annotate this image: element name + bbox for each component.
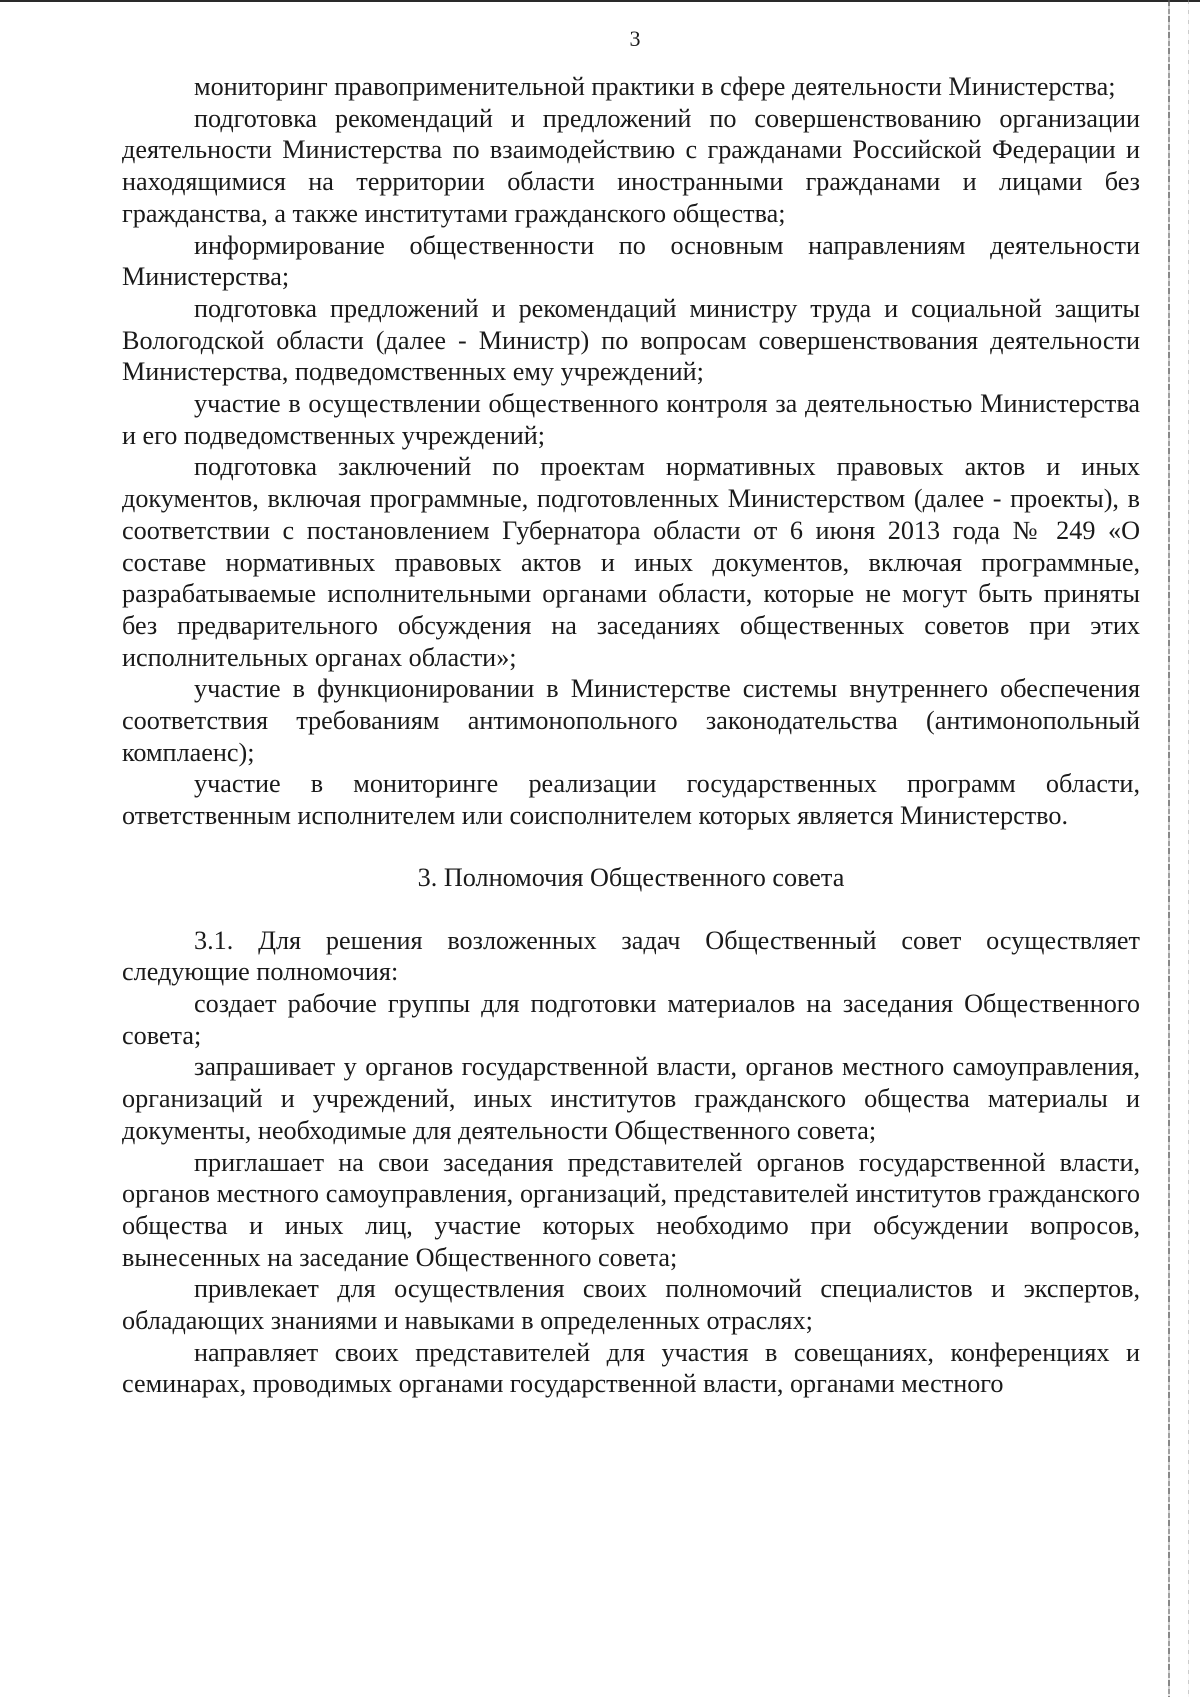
paragraph: приглашает на свои заседания представителей органов государственной власти, органов местного самоуправления, организаций, представителей институтов гражданского общества и иных лиц, участие которых необходимо при обсуждении вопросов, вынесенных на заседание Общественного совета; <box>122 1147 1140 1272</box>
paragraph: участие в осуществлении общественного контроля за деятельностью Министерства и его подведомственных учреждений; <box>122 389 1140 450</box>
paragraph: создает рабочие группы для подготовки материалов на заседания Общественного совета; <box>122 988 1140 1050</box>
scan-top-edge <box>0 0 1200 2</box>
paragraph: запрашивает у органов государственной власти, органов местного самоуправления, организаций и учреждений, иных институтов гражданского общества материалы и документы, необходимые для деятельности Общественного совета; <box>122 1052 1140 1145</box>
paragraph: мониторинг правоприменительной практики в сфере деятельности Министерства; <box>194 72 1116 101</box>
paragraph: подготовка предложений и рекомендаций министру труда и социальной защиты Вологодской области (далее - Министр) по вопросам совершенствования деятельности Министерства, подведомственных ему учреждений; <box>122 293 1140 387</box>
scan-binding-edge-secondary <box>1188 0 1189 1697</box>
paragraph: подготовка рекомендаций и предложений по совершенствованию организации деятельности Министерства по взаимодействию с гражданами Российской Федерации и находящимися на территории области иностранными гражданами и лицами без гражданства, а также институтами гражданского общества; <box>122 103 1140 228</box>
paragraph: привлекает для осуществления своих полномочий специалистов и экспертов, обладающих знаниями и навыками в определенных отраслях; <box>122 1274 1140 1336</box>
page-number: 3 <box>629 26 641 51</box>
paragraph: информирование общественности по основным направлениям деятельности Министерства; <box>122 230 1140 292</box>
section-heading: 3. Полномочия Общественного совета <box>417 862 845 892</box>
scan-binding-edge <box>1168 0 1170 1697</box>
paragraph: направляет своих представителей для участия в совещаниях, конференциях и семинарах, проводимых органами государственной власти, органами местного <box>122 1337 1140 1399</box>
paragraph: 3.1. Для решения возложенных задач Общественный совет осуществляет следующие полномочия: <box>122 925 1140 987</box>
document-body <box>122 71 1140 1400</box>
paragraph: участие в мониторинге реализации государственных программ области, ответственным исполнителем или соисполнителем которых является Министерство. <box>122 769 1140 831</box>
paragraph: участие в функционировании в Министерстве системы внутреннего обеспечения соответствия требованиям антимонопольного законодательства (антимонопольный комплаенс); <box>122 674 1140 767</box>
paragraph: подготовка заключений по проектам нормативных правовых актов и иных документов, включая программные, подготовленных Министерством (далее - проекты), в соответствии с постановлением Губернатора области от 6 июня 2013 года № 249 «О составе нормативных правовых актов и иных документов, включая программные, разрабатываемые исполнительными органами области, которые не могут быть приняты без предварительного обсуждения на заседаниях общественных советов при этих исполнительных органах области»; <box>122 452 1140 672</box>
